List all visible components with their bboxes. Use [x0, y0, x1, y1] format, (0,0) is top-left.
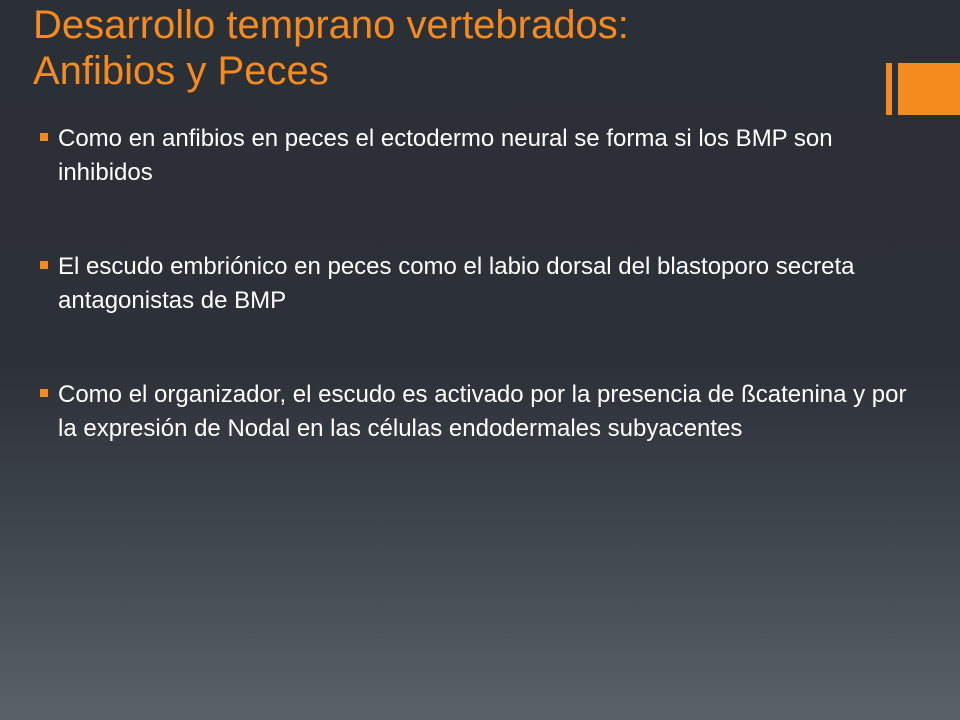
accent-bar-thin — [886, 63, 892, 115]
slide-title-line-1: Desarrollo temprano vertebrados: — [33, 3, 629, 47]
slide-title — [33, 2, 853, 94]
bullet-text: Como en anfibios en peces el ectodermo neural se forma si los BMP son inhibidos — [58, 125, 833, 186]
bullet-list — [39, 122, 909, 506]
bullet-item — [39, 122, 909, 190]
square-bullet-icon — [40, 133, 48, 141]
accent-bar-block — [898, 63, 960, 115]
bullet-item — [39, 250, 909, 318]
square-bullet-icon — [40, 389, 48, 397]
slide-title-line-2: Anfibios y Peces — [33, 49, 329, 93]
bullet-text: Como el organizador, el escudo es activado por la presencia de ßcatenina y por la expresión de Nodal en las células endodermales subyacentes — [58, 381, 907, 442]
bullet-item — [39, 378, 909, 446]
bullet-text: El escudo embriónico en peces como el labio dorsal del blastoporo secreta antagonistas de BMP — [58, 253, 855, 314]
square-bullet-icon — [40, 261, 48, 269]
